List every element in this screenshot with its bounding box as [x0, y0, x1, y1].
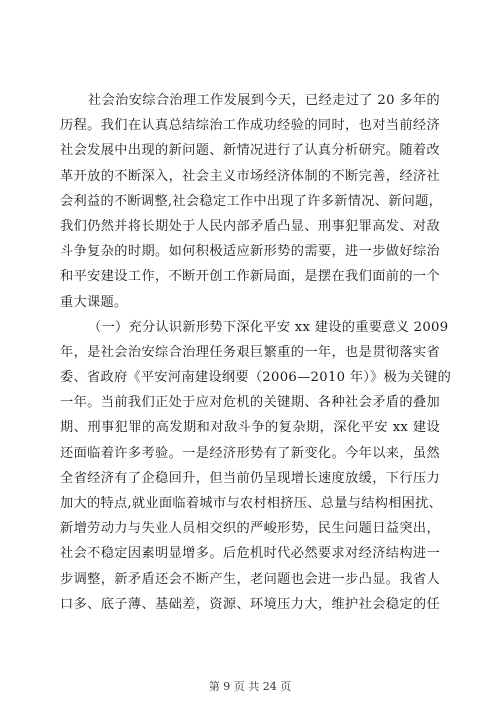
section-heading-line: （一）充分认识新形势下深化平安 xx 建设的重要意义 2009	[88, 319, 449, 335]
document-body	[60, 88, 452, 617]
page-number: 第 9 页 共 24 页	[208, 680, 292, 693]
text-line: 委、省政府《平安河南建设纲要（2006—2010 年）》极为关键的	[60, 370, 452, 386]
text-line: 一年。当前我们正处于应对危机的关键期、各种社会矛盾的叠加	[60, 395, 440, 411]
text-line: 斗争复杂的时期。如何积极适应新形势的需要，进一步做好综治	[60, 244, 440, 260]
text-line: 革开放的不断深入，社会主义市场经济体制的不断完善，经济社	[60, 168, 440, 184]
text-line: 新增劳动力与失业人员相交织的严峻形势，民生问题日益突出，	[60, 521, 440, 537]
text-line: 期、刑事犯罪的高发期和对敌斗争的复杂期，深化平安 xx 建设	[60, 420, 440, 436]
text-line: 重大课题。	[60, 294, 128, 310]
text-line: 全省经济有了企稳回升，但当前仍呈现增长速度放缓，下行压力	[60, 470, 440, 486]
text-line: 历程。我们在认真总结综治工作成功经验的同时，也对当前经济	[60, 118, 440, 134]
page-footer	[0, 678, 500, 694]
text-line: 社会发展中出现的新问题、新情况进行了认真分析研究。随着改	[60, 143, 440, 159]
paragraph-intro	[60, 88, 443, 315]
text-line: 会利益的不断调整,社会稳定工作中出现了许多新情况、新问题，	[60, 193, 443, 209]
text-line: 还面临着许多考验。一是经济形势有了新变化。今年以来，虽然	[60, 445, 440, 461]
text-line: 社会治安综合治理工作发展到今天，已经走过了 20 多年的	[88, 93, 440, 108]
text-line: 我们仍然并将长期处于人民内部矛盾凸显、刑事犯罪高发、对敌	[60, 218, 440, 234]
text-line: 年，是社会治安综合治理任务艰巨繁重的一年，也是贯彻落实省	[60, 344, 440, 360]
text-line: 步调整，新矛盾还会不断产生，老问题也会进一步凸显。我省人	[60, 571, 440, 587]
text-line: 加大的特点,就业面临着城市与农村相挤压、总量与结构相困扰、	[60, 496, 443, 511]
text-line: 和平安建设工作，不断开创工作新局面，是摆在我们面前的一个	[60, 269, 440, 285]
text-line: 社会不稳定因素明显增多。后危机时代必然要求对经济结构进一	[60, 546, 440, 562]
paragraph-section-one	[60, 315, 452, 617]
text-line: 口多、底子薄、基础差，资源、环境压力大，维护社会稳定的任	[60, 596, 440, 612]
